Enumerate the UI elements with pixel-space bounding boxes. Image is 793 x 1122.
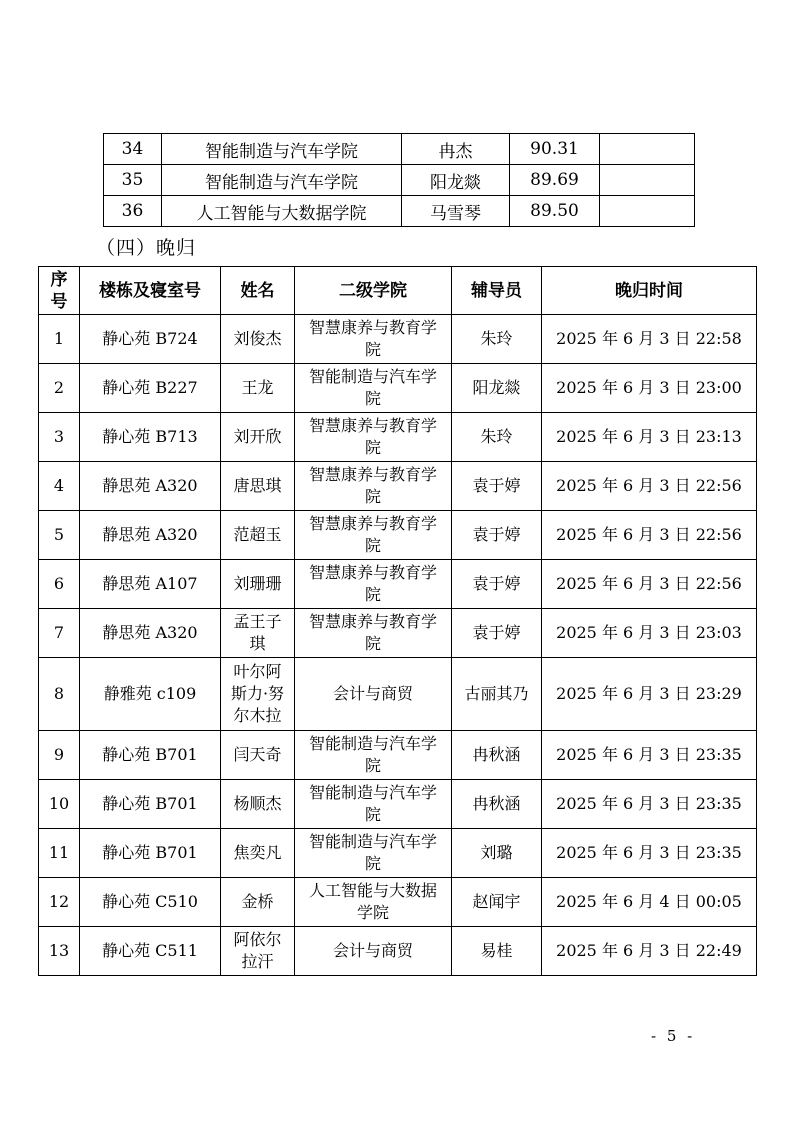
row-room: 静心苑 B701 <box>80 780 221 829</box>
row-counselor: 古丽其乃 <box>452 658 542 731</box>
row-name: 杨顺杰 <box>221 780 295 829</box>
header-time: 晚归时间 <box>542 267 757 315</box>
row-name: 叶尔阿斯力·努尔木拉 <box>221 658 295 731</box>
table-row <box>39 462 757 511</box>
row-college: 会计与商贸 <box>295 927 452 976</box>
row-name: 刘珊珊 <box>221 560 295 609</box>
rank-cell: 36 <box>104 196 162 227</box>
header-room: 楼栋及寝室号 <box>80 267 221 315</box>
row-counselor: 刘璐 <box>452 829 542 878</box>
header-college: 二级学院 <box>295 267 452 315</box>
row-room: 静心苑 B701 <box>80 731 221 780</box>
row-name: 焦奕凡 <box>221 829 295 878</box>
row-no: 13 <box>39 927 80 976</box>
row-room: 静心苑 B713 <box>80 413 221 462</box>
row-name: 唐思琪 <box>221 462 295 511</box>
row-counselor: 朱玲 <box>452 413 542 462</box>
row-room: 静思苑 A107 <box>80 560 221 609</box>
college-cell: 人工智能与大数据学院 <box>162 196 402 227</box>
row-no: 12 <box>39 878 80 927</box>
row-room: 静思苑 A320 <box>80 609 221 658</box>
row-time: 2025 年 6 月 4 日 00:05 <box>542 878 757 927</box>
row-time: 2025 年 6 月 3 日 23:13 <box>542 413 757 462</box>
table-row <box>39 315 757 364</box>
section-heading: （四）晚归 <box>96 237 197 259</box>
row-no: 1 <box>39 315 80 364</box>
row-name: 刘开欣 <box>221 413 295 462</box>
row-no: 10 <box>39 780 80 829</box>
row-room: 静心苑 B724 <box>80 315 221 364</box>
row-no: 2 <box>39 364 80 413</box>
row-counselor: 袁于婷 <box>452 511 542 560</box>
extra-cell <box>600 165 695 196</box>
row-time: 2025 年 6 月 3 日 23:29 <box>542 658 757 731</box>
row-college: 智慧康养与教育学院 <box>295 560 452 609</box>
header-row <box>39 267 757 315</box>
row-no: 6 <box>39 560 80 609</box>
row-counselor: 袁于婷 <box>452 560 542 609</box>
header-counselor: 辅导员 <box>452 267 542 315</box>
row-time: 2025 年 6 月 3 日 23:35 <box>542 780 757 829</box>
score-cell: 89.69 <box>510 165 600 196</box>
table-row <box>39 609 757 658</box>
row-counselor: 袁于婷 <box>452 462 542 511</box>
row-no: 7 <box>39 609 80 658</box>
row-name: 刘俊杰 <box>221 315 295 364</box>
row-no: 9 <box>39 731 80 780</box>
table-row <box>104 196 695 227</box>
row-college: 智慧康养与教育学院 <box>295 609 452 658</box>
row-college: 智能制造与汽车学院 <box>295 829 452 878</box>
row-name: 孟王子琪 <box>221 609 295 658</box>
table-row <box>104 165 695 196</box>
table-row <box>39 780 757 829</box>
name-cell: 马雪琴 <box>402 196 510 227</box>
table-row <box>39 878 757 927</box>
table-row <box>39 364 757 413</box>
row-name: 阿依尔拉汗 <box>221 927 295 976</box>
row-time: 2025 年 6 月 3 日 23:03 <box>542 609 757 658</box>
row-counselor: 冉秋涵 <box>452 731 542 780</box>
table-row <box>104 134 695 165</box>
extra-cell <box>600 196 695 227</box>
row-room: 静心苑 C510 <box>80 878 221 927</box>
row-counselor: 易桂 <box>452 927 542 976</box>
table-row <box>39 560 757 609</box>
extra-cell <box>600 134 695 165</box>
row-counselor: 赵闻宇 <box>452 878 542 927</box>
table-row <box>39 731 757 780</box>
row-room: 静心苑 B701 <box>80 829 221 878</box>
row-college: 智慧康养与教育学院 <box>295 315 452 364</box>
row-name: 金桥 <box>221 878 295 927</box>
row-college: 智能制造与汽车学院 <box>295 731 452 780</box>
college-cell: 智能制造与汽车学院 <box>162 165 402 196</box>
row-name: 王龙 <box>221 364 295 413</box>
score-cell: 89.50 <box>510 196 600 227</box>
table-row <box>39 927 757 976</box>
score-cell: 90.31 <box>510 134 600 165</box>
header-no: 序号 <box>39 267 80 315</box>
row-counselor: 朱玲 <box>452 315 542 364</box>
row-college: 智慧康养与教育学院 <box>295 462 452 511</box>
row-room: 静心苑 B227 <box>80 364 221 413</box>
header-name: 姓名 <box>221 267 295 315</box>
row-time: 2025 年 6 月 3 日 23:35 <box>542 731 757 780</box>
row-time: 2025 年 6 月 3 日 23:35 <box>542 829 757 878</box>
row-college: 智慧康养与教育学院 <box>295 511 452 560</box>
row-name: 范超玉 <box>221 511 295 560</box>
late-return-table <box>38 266 757 976</box>
row-college: 智能制造与汽车学院 <box>295 364 452 413</box>
row-time: 2025 年 6 月 3 日 22:49 <box>542 927 757 976</box>
table-row <box>39 829 757 878</box>
row-college: 会计与商贸 <box>295 658 452 731</box>
row-college: 人工智能与大数据学院 <box>295 878 452 927</box>
row-time: 2025 年 6 月 3 日 22:56 <box>542 462 757 511</box>
row-no: 11 <box>39 829 80 878</box>
row-counselor: 冉秋涵 <box>452 780 542 829</box>
row-time: 2025 年 6 月 3 日 22:56 <box>542 511 757 560</box>
row-counselor: 袁于婷 <box>452 609 542 658</box>
rank-cell: 34 <box>104 134 162 165</box>
table-row <box>39 413 757 462</box>
rank-cell: 35 <box>104 165 162 196</box>
name-cell: 阳龙燚 <box>402 165 510 196</box>
score-table <box>103 133 695 227</box>
name-cell: 冉杰 <box>402 134 510 165</box>
row-room: 静思苑 A320 <box>80 511 221 560</box>
college-cell: 智能制造与汽车学院 <box>162 134 402 165</box>
row-college: 智能制造与汽车学院 <box>295 780 452 829</box>
row-college: 智慧康养与教育学院 <box>295 413 452 462</box>
row-time: 2025 年 6 月 3 日 22:56 <box>542 560 757 609</box>
row-counselor: 阳龙燚 <box>452 364 542 413</box>
table-row <box>39 658 757 731</box>
row-room: 静雅苑 c109 <box>80 658 221 731</box>
row-time: 2025 年 6 月 3 日 23:00 <box>542 364 757 413</box>
row-no: 8 <box>39 658 80 731</box>
row-room: 静心苑 C511 <box>80 927 221 976</box>
row-no: 4 <box>39 462 80 511</box>
page-number: - 5 - <box>651 1027 696 1045</box>
row-no: 3 <box>39 413 80 462</box>
row-time: 2025 年 6 月 3 日 22:58 <box>542 315 757 364</box>
row-room: 静思苑 A320 <box>80 462 221 511</box>
table-row <box>39 511 757 560</box>
row-no: 5 <box>39 511 80 560</box>
row-name: 闫天奇 <box>221 731 295 780</box>
